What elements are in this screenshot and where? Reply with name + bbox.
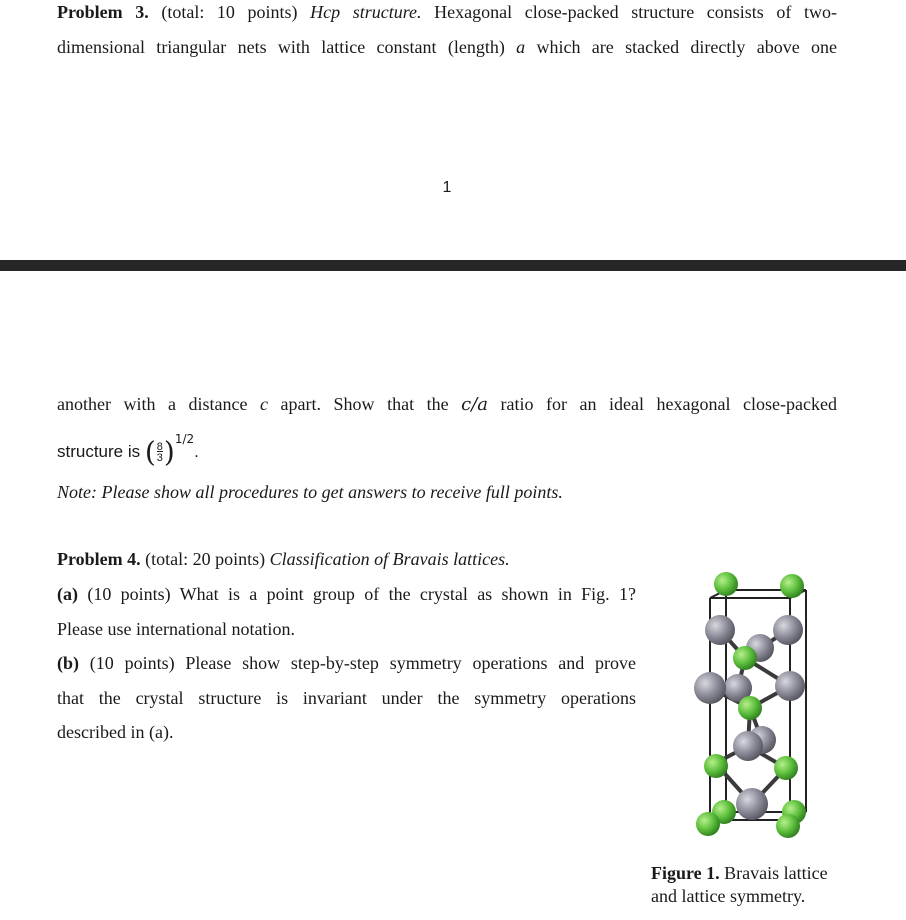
problem4-points: (total: 20 points) xyxy=(140,549,270,569)
problem4-b-line2 xyxy=(57,688,636,709)
part-b-text: that the crystal structure is invariant under the symmetry operations xyxy=(57,688,636,708)
problem3-text: apart. Show that the xyxy=(268,394,462,414)
problem3-line2 xyxy=(57,37,837,58)
problem3-points: (total: 10 points) xyxy=(148,2,311,22)
problem3-line1 xyxy=(57,2,837,23)
var-a: a xyxy=(516,37,526,57)
gray-atom xyxy=(694,672,726,704)
problem4-b-line1 xyxy=(57,653,636,674)
green-atom xyxy=(704,754,728,778)
green-atom xyxy=(774,756,798,780)
green-atom xyxy=(780,574,804,598)
problem3-topic: Hcp structure. xyxy=(310,2,422,22)
figure-caption-text: Bravais lattice xyxy=(719,863,828,883)
part-a-text: (10 points) What is a point group of the crystal as shown in Fig. 1? xyxy=(78,584,636,604)
gray-atom xyxy=(705,615,735,645)
problem4-title: Problem 4. xyxy=(57,549,141,569)
fraction-numerator: 8 xyxy=(156,440,163,453)
page-number: 1 xyxy=(442,179,452,196)
problem4-a-line1 xyxy=(57,584,636,605)
problem3-line4 xyxy=(57,432,199,469)
green-atom xyxy=(696,812,720,836)
exponent: 1/2 xyxy=(174,432,195,446)
figure-label: Figure 1. xyxy=(651,863,720,883)
left-paren: ( xyxy=(144,435,156,469)
part-b-text: (10 points) Please show step-by-step symmetry operations and prove xyxy=(79,653,636,673)
part-a-label: (a) xyxy=(57,584,78,604)
problem3-text: Hexagonal close-packed structure consists of two- xyxy=(421,2,837,22)
problem3-text: ratio for an ideal hexagonal close-packed xyxy=(488,394,837,414)
note-text: Note: Please show all procedures to get answers to receive full points. xyxy=(57,482,563,502)
problem3-text: dimensional triangular nets with lattice constant (length) xyxy=(57,37,517,57)
green-atom xyxy=(733,646,757,670)
fraction-denominator: 3 xyxy=(156,451,163,464)
problem4-a-line2 xyxy=(57,619,295,640)
gray-atom xyxy=(736,788,768,820)
problem4-line1 xyxy=(57,549,510,570)
gray-atom xyxy=(733,731,763,761)
note xyxy=(57,482,563,503)
green-atom xyxy=(776,814,800,838)
crystal-structure-figure xyxy=(690,568,820,850)
problem3-text: which are stacked directly above one xyxy=(525,37,837,57)
problem3-line3 xyxy=(57,394,837,415)
var-c: c xyxy=(260,394,269,414)
part-b-text: described in (a). xyxy=(57,722,174,742)
fraction xyxy=(157,442,163,464)
page-divider xyxy=(0,260,906,271)
period: . xyxy=(194,442,199,461)
problem4-b-line3 xyxy=(57,722,173,743)
problem3-text: structure is xyxy=(57,442,145,461)
figure-caption xyxy=(651,862,828,908)
gray-atom xyxy=(775,671,805,701)
part-b-label: (b) xyxy=(57,653,79,673)
ratio-c-over-a: c/a xyxy=(461,394,488,415)
problem4-topic: Classification of Bravais lattices. xyxy=(269,549,510,569)
right-paren: ) xyxy=(163,435,175,469)
figure-caption-text: and lattice symmetry. xyxy=(651,886,806,906)
green-atom xyxy=(738,696,762,720)
problem3-title: Problem 3. xyxy=(57,2,149,22)
green-atom xyxy=(714,572,738,596)
part-a-text: Please use international notation. xyxy=(57,619,295,639)
problem3-text: another with a distance xyxy=(57,394,261,414)
gray-atom xyxy=(773,615,803,645)
